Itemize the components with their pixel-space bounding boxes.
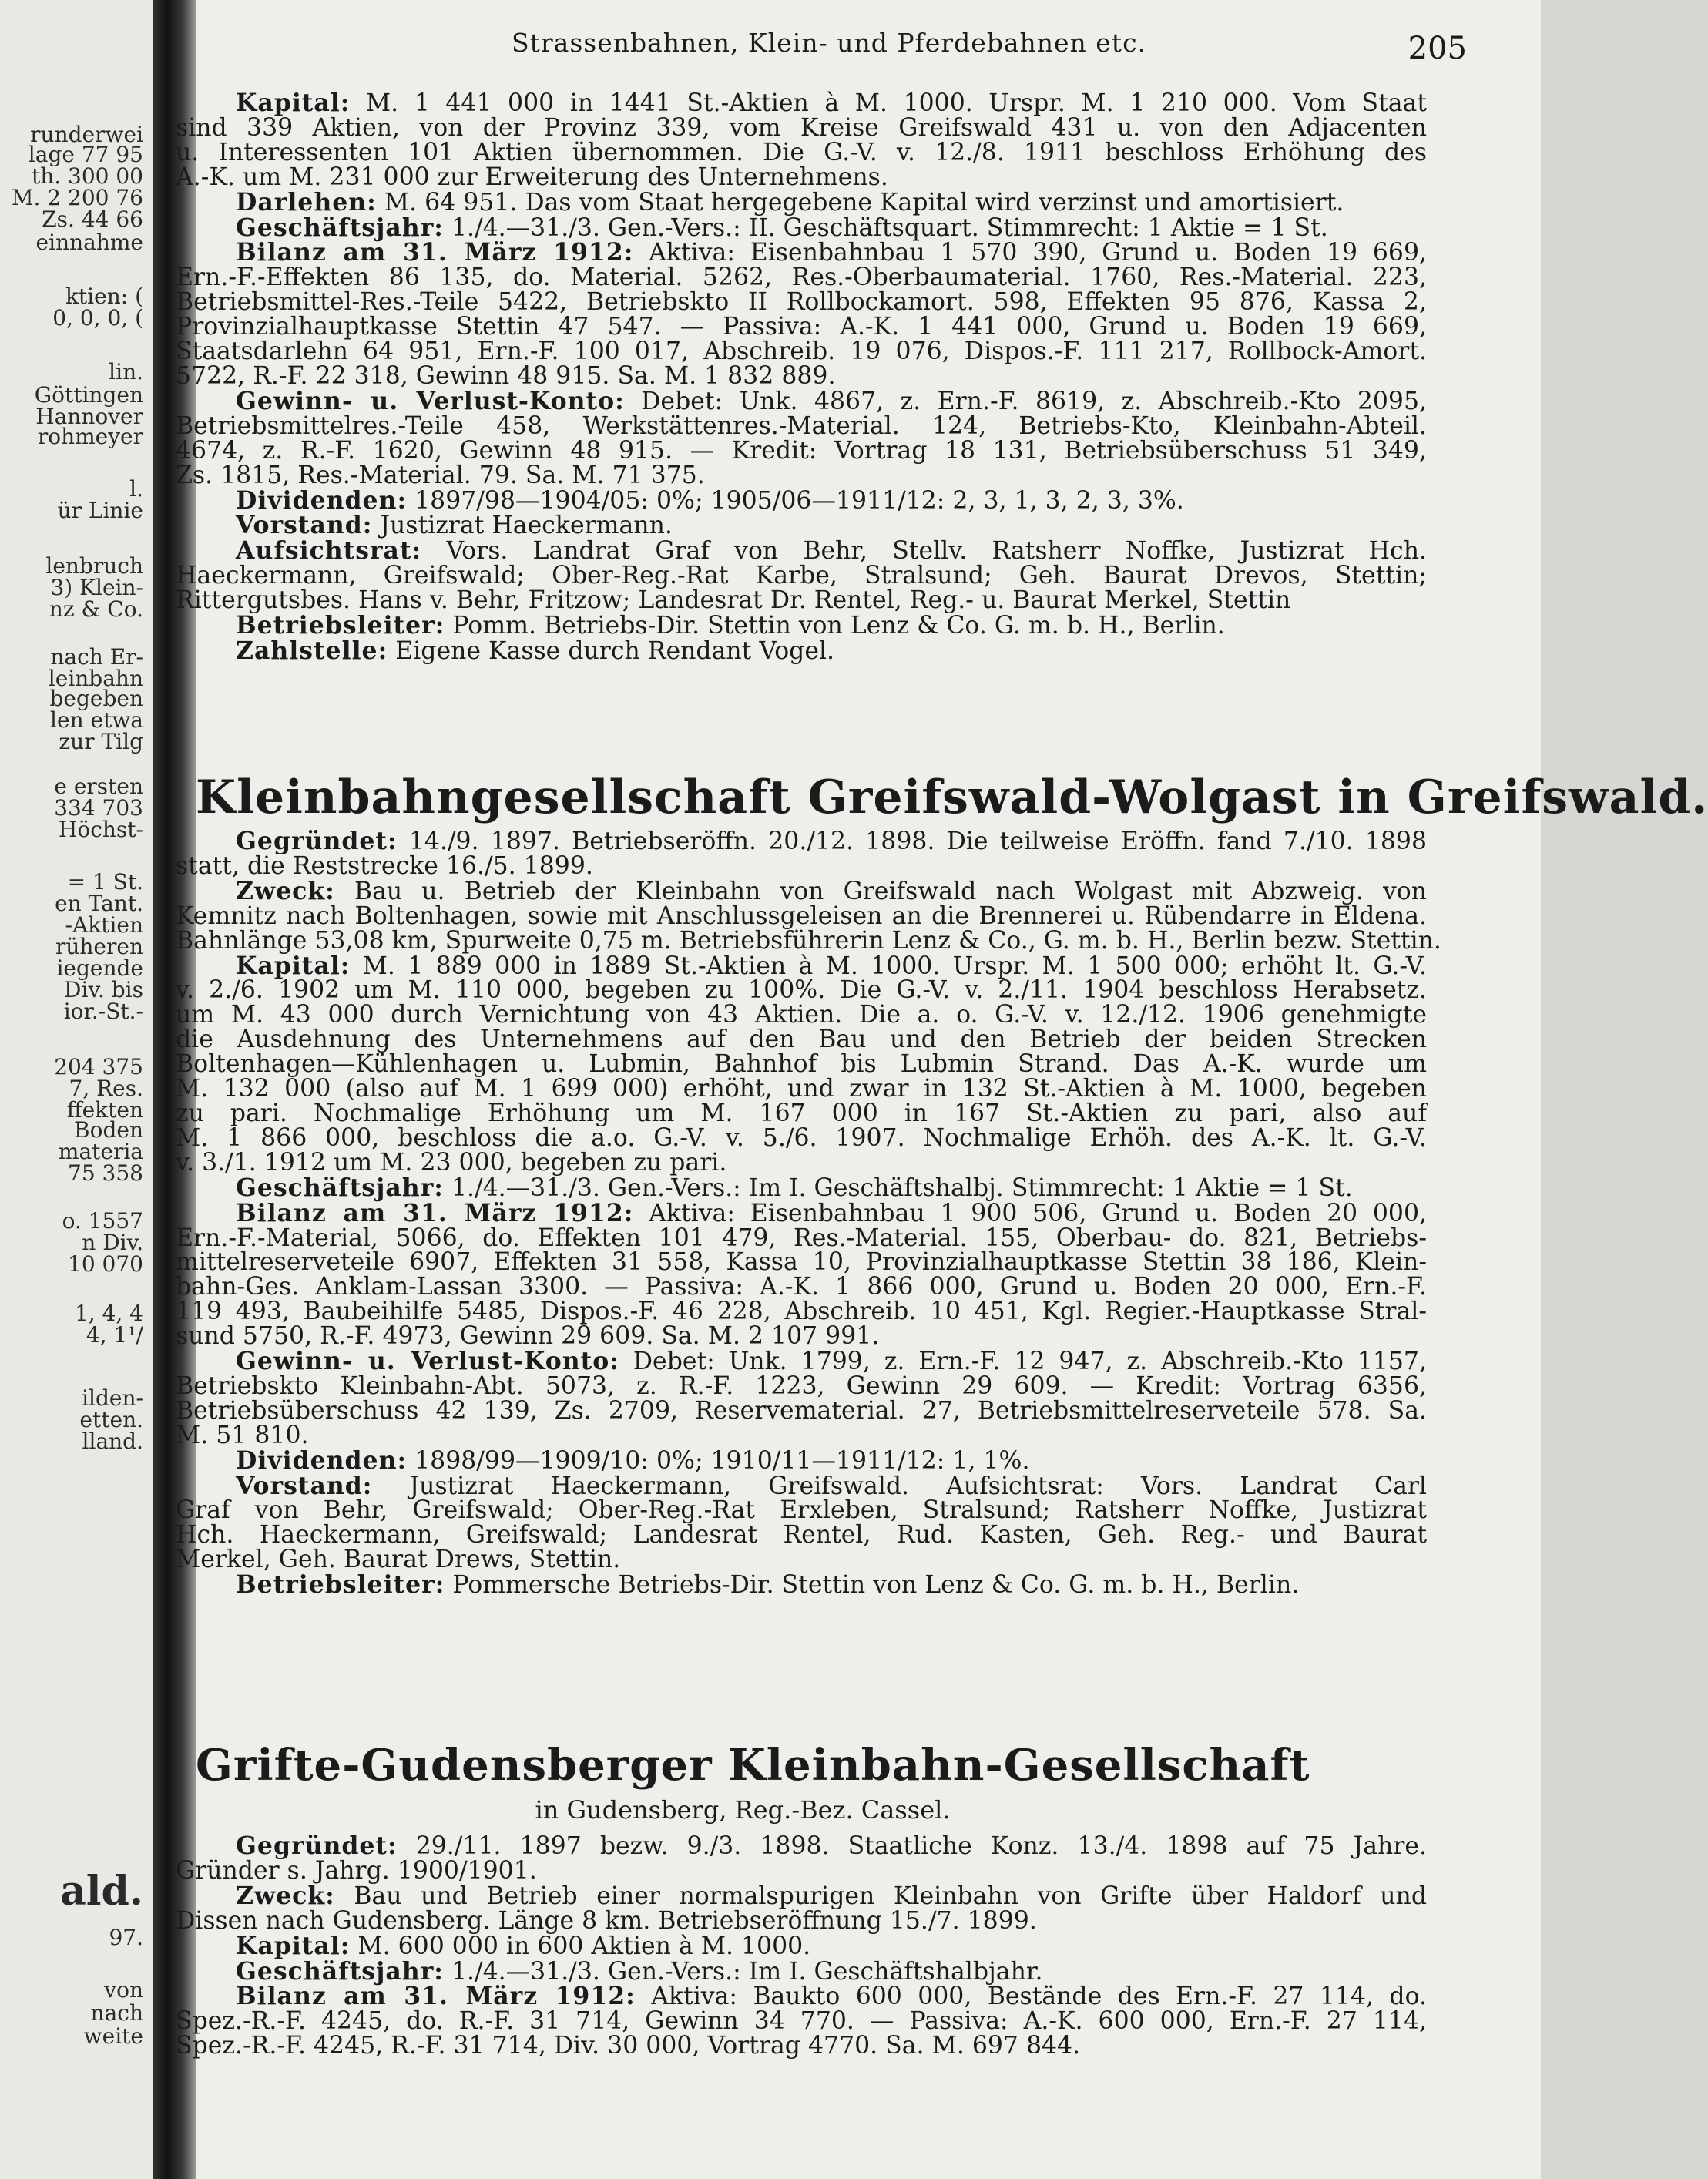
text-line	[176, 266, 1427, 290]
section-subtitle-grifte-gudensberger: in Gudensberg, Reg.-Bez. Cassel.	[535, 1795, 951, 1825]
field-text: Bau u. Betrieb der Kleinbahn von Greifswald nach Wolgast mit Abzweig. von	[334, 877, 1427, 905]
field-label: Vorstand:	[236, 511, 373, 540]
margin-fragment: Boden	[74, 1117, 143, 1143]
margin-fragment: 75 358	[68, 1160, 143, 1186]
text-line	[176, 1077, 1427, 1102]
text-line	[176, 829, 1427, 854]
text-line	[176, 2009, 1427, 2034]
field-text: 5722, R.-F. 22 318, Gewinn 48 915. Sa. M. 1 832 889.	[176, 361, 836, 390]
margin-fragment: 3) Klein-	[50, 575, 143, 600]
margin-fragment: lland.	[82, 1429, 143, 1454]
field-text: M. 64 951. Das vom Staat hergegebene Kapital wird verzinst und amortisiert.	[376, 188, 1344, 217]
margin-fragment: nach	[90, 2000, 143, 2026]
margin-fragment: len etwa	[50, 707, 143, 733]
text-line	[176, 901, 1427, 930]
text-line	[176, 1300, 1427, 1325]
margin-fragment: th. 300 00	[31, 163, 143, 189]
field-text: sund 5750, R.-F. 4973, Gewinn 29 609. Sa. M. 2 107 991.	[176, 1322, 880, 1351]
field-text: Ern.-F.-Effekten 86 135, do. Material. 5262, Res.-Oberbaumaterial. 1760, Res.-Material. 223,	[176, 264, 1427, 292]
margin-fragment: iegende	[56, 955, 143, 981]
margin-fragment: 204 375	[54, 1054, 143, 1079]
field-text: Pomm. Betriebs-Dir. Stettin von Lenz & Co. G. m. b. H., Berlin.	[445, 612, 1225, 640]
field-text: A.-K. um M. 231 000 zur Erweiterung des Unternehmens.	[176, 163, 888, 191]
margin-fragment: ktien: (	[65, 284, 143, 309]
text-line	[176, 1099, 1427, 1127]
margin-fragment: 334 703	[54, 795, 143, 821]
text-line	[176, 586, 1427, 615]
field-text: M. 1 441 000 in 1441 St.-Aktien à M. 1000. Urspr. M. 1 210 000. Vom Staat	[350, 89, 1427, 117]
text-line	[176, 1372, 1427, 1400]
text-line	[176, 1421, 1427, 1449]
text-line	[176, 1148, 1427, 1177]
text-line	[176, 1275, 1427, 1300]
field-text: 1898/99—1909/10: 0%; 1910/11—1911/12: 1, 1%.	[407, 1446, 1030, 1475]
margin-fragment: begeben	[49, 686, 143, 711]
field-label: Geschäftsjahr:	[236, 1173, 444, 1202]
field-text: Merkel, Geh. Baurat Drews, Stettin.	[176, 1546, 621, 1574]
field-text: Betriebsüberschuss 42 139, Zs. 2709, Reservematerial. 27, Betriebsmittelreserveteile 578. Sa.	[176, 1396, 1427, 1425]
text-line	[176, 411, 1427, 440]
margin-fragment: Hannover	[35, 404, 143, 429]
field-label: Geschäftsjahr:	[236, 213, 444, 242]
text-line	[176, 1548, 1427, 1573]
text-line	[176, 1349, 1427, 1375]
field-text: zu pari. Nochmalige Erhöhung um M. 167 000 in 167 St.-Aktien zu pari, also auf	[176, 1099, 1427, 1127]
margin-fragment: einnahme	[35, 230, 143, 255]
field-label: Dividenden:	[236, 1445, 408, 1475]
text-line	[176, 1984, 1427, 2009]
margin-fragment: 97.	[109, 1925, 143, 1950]
text-line	[176, 513, 1427, 539]
field-text: 1897/98—1904/05: 0%; 1905/06—1911/12: 2, 3, 1, 3, 2, 3, 3%.	[407, 486, 1184, 515]
margin-fragment: leinbahn	[48, 666, 143, 691]
text-line	[176, 1570, 1427, 1600]
field-text: 1./4.—31./3. Gen.-Vers.: Im I. Geschäftshalbjahr.	[443, 1957, 1043, 1986]
text-line	[176, 1198, 1427, 1227]
field-text: M. 1 889 000 in 1889 St.-Aktien à M. 1000. Urspr. M. 1 500 000; erhöht lt. G.-V.	[350, 952, 1427, 980]
text-line	[176, 1471, 1427, 1500]
margin-fragment: M. 2 200 76	[11, 185, 143, 210]
field-text: Betriebskto Kleinbahn-Abt. 5073, z. R.-F. 1223, Gewinn 29 609. — Kredit: Vortrag 6356,	[176, 1372, 1427, 1400]
field-text: Betriebsmittel-Res.-Teile 5422, Betriebskto II Rollbockamort. 598, Effekten 95 876, Kassa 2,	[176, 288, 1427, 317]
text-line	[176, 436, 1427, 465]
text-line	[176, 163, 1427, 191]
section-greifswald-wolgast-body	[176, 827, 1441, 1600]
section-title-grifte-gudensberger: Grifte-Gudensberger Kleinbahn-Gesellschaft	[196, 1740, 1310, 1791]
field-text: M. 132 000 (also auf M. 1 699 000) erhöht, und zwar in 132 St.-Aktien à M. 1000, begeben	[176, 1075, 1427, 1103]
field-text: Graf von Behr, Greifswald; Ober-Reg.-Rat Erxleben, Stralsund; Ratsherr Noffke, Justizrat	[176, 1496, 1427, 1525]
text-line	[176, 536, 1427, 566]
section-grifte-gudensberger-body	[176, 1834, 1427, 2059]
field-text: Haeckermann, Greifswald; Ober-Reg.-Rat Karbe, Stralsund; Geh. Baurat Drevos, Stettin;	[176, 562, 1427, 590]
field-text: Provinzialhauptkasse Stettin 47 547. — Passiva: A.-K. 1 441 000, Grund u. Boden 19 669,	[176, 313, 1427, 341]
field-label: Betriebsleiter:	[236, 611, 445, 640]
field-text: M. 600 000 in 600 Aktien à M. 1000.	[350, 1932, 811, 1960]
text-line	[176, 213, 1427, 242]
field-text: Pommersche Betriebs-Dir. Stettin von Lenz & Co. G. m. b. H., Berlin.	[445, 1571, 1300, 1600]
section-title-greifswald-wolgast: Kleinbahngesellschaft Greifswald-Wolgast in Greifswald.	[196, 771, 1708, 824]
field-text: Rittergutsbes. Hans v. Behr, Fritzow; Landesrat Dr. Rentel, Reg.- u. Baurat Merkel, Stettin	[176, 586, 1291, 615]
text-line	[176, 1050, 1427, 1079]
field-text: Dissen nach Gudensberg. Länge 8 km. Betriebseröffnung 15./7. 1899.	[176, 1906, 1037, 1935]
text-line	[176, 1523, 1427, 1548]
field-text: Zs. 1815, Res.-Material. 79. Sa. M. 71 375.	[176, 461, 705, 489]
margin-fragment: 0, 0, 0, (	[52, 305, 143, 331]
text-line	[176, 851, 1427, 880]
field-text: Aktiva: Eisenbahnbau 1 900 506, Grund u. Boden 20 000,	[633, 1199, 1427, 1227]
text-line	[176, 485, 1427, 515]
text-line	[176, 951, 1427, 980]
text-line	[176, 386, 1428, 415]
field-text: mittelreserveteile 6907, Effekten 31 558, Kassa 10, Provinzialhauptkasse Stettin 38 186, Klein-	[176, 1248, 1427, 1277]
margin-fragment: runderwei	[30, 122, 143, 147]
field-text: Justizrat Haeckermann.	[372, 512, 673, 540]
field-text: Aktiva: Eisenbahnbau 1 570 390, Grund u. Boden 19 669,	[633, 239, 1427, 267]
margin-fragment: Zs. 44 66	[42, 206, 143, 232]
margin-fragment: von	[104, 1977, 143, 2003]
field-text: Hch. Haeckermann, Greifswald; Landesrat Rentel, Rud. Kasten, Geh. Reg.- und Baurat	[176, 1521, 1427, 1549]
adjacent-page-strip	[0, 0, 154, 2179]
text-line	[176, 1931, 1427, 1960]
field-text: v. 2./6. 1902 um M. 110 000, begeben zu 100%. Die G.-V. v. 2./11. 1904 beschloss Herabsetz.	[176, 976, 1427, 1005]
text-line	[176, 564, 1427, 589]
text-line	[176, 1224, 1427, 1252]
margin-fragment: n Div.	[82, 1230, 143, 1255]
field-text: Vors. Landrat Graf von Behr, Stellv. Ratsherr Noffke, Justizrat Hch.	[421, 537, 1427, 566]
field-text: 1./4.—31./3. Gen.-Vers.: Im I. Geschäftshalbj. Stimmrecht: 1 Aktie = 1 St.	[443, 1173, 1353, 1202]
field-text: Kemnitz nach Boltenhagen, sowie mit Anschlussgeleisen an die Brennerei u. Rübendarre in Eldena.	[176, 901, 1427, 930]
margin-fragment: lage 77 95	[28, 142, 143, 167]
margin-fragment: lenbruch	[45, 553, 143, 579]
field-text: 119 493, Baubeihilfe 5485, Dispos.-F. 46 228, Abschreib. 10 451, Kgl. Regier.-Hauptkasse Stral-	[176, 1298, 1427, 1326]
text-line	[176, 337, 1427, 366]
text-line	[176, 113, 1427, 142]
text-line	[176, 2034, 1427, 2059]
text-line	[176, 1881, 1427, 1910]
field-text: bahn-Ges. Anklam-Lassan 3300. — Passiva: A.-K. 1 866 000, Grund u. Boden 20 000, Ern.-F.	[176, 1273, 1427, 1301]
field-label: Gegründet:	[236, 1832, 398, 1860]
field-text: v. 3./1. 1912 um M. 23 000, begeben zu pari.	[176, 1148, 727, 1177]
text-line	[176, 1396, 1427, 1425]
margin-fragment: nz & Co.	[49, 596, 143, 622]
margin-fragment: en Tant.	[55, 891, 143, 916]
field-label: Bilanz am 31. März 1912:	[236, 1198, 634, 1227]
field-text: Bau und Betrieb einer normalspurigen Kleinbahn von Grifte über Haldorf und	[334, 1882, 1427, 1910]
field-label: Gegründet:	[236, 827, 398, 855]
field-text: 4674, z. R.-F. 1620, Gewinn 48 915. — Kredit: Vortrag 18 131, Betriebsüberschuss 51 349,	[176, 436, 1427, 465]
text-line	[176, 1173, 1427, 1202]
field-label: Kapital:	[236, 89, 351, 117]
margin-fragment: ior.-St.-	[63, 999, 143, 1024]
margin-fragment: ald.	[60, 1868, 143, 1915]
margin-fragment: ür Linie	[57, 498, 143, 523]
field-label: Darlehen:	[236, 187, 377, 217]
field-label: Dividenden:	[236, 485, 408, 515]
field-text: 1./4.—31./3. Gen.-Vers.: II. Geschäftsquart. Stimmrecht: 1 Aktie = 1 St.	[443, 213, 1328, 242]
margin-fragment: ilden-	[82, 1385, 143, 1411]
text-line	[176, 1248, 1427, 1277]
field-text: statt, die Reststrecke 16./5. 1899.	[176, 851, 593, 880]
field-text: Eigene Kasse durch Rendant Vogel.	[388, 636, 835, 665]
field-text: u. Interessenten 101 Aktien übernommen. Die G.-V. v. 12./8. 1911 beschloss Erhöhung des	[176, 138, 1427, 166]
field-label: Kapital:	[236, 1931, 351, 1960]
text-line	[176, 1322, 1427, 1351]
field-text: Bahnlänge 53,08 km, Spurweite 0,75 m. Betriebsführerin Lenz & Co., G. m. b. H., Berlin bezw. Stettin.	[176, 926, 1441, 955]
field-label: Betriebsleiter:	[236, 1570, 445, 1600]
text-line	[176, 1123, 1427, 1152]
margin-fragment: 1, 4, 4	[74, 1301, 143, 1326]
text-line	[176, 1445, 1427, 1475]
field-text: Boltenhagen—Kühlenhagen u. Lubmin, Bahnhof bis Lubmin Strand. Das A.-K. wurde um	[176, 1050, 1427, 1079]
field-label: Bilanz am 31. März 1912:	[236, 238, 634, 267]
field-label: Aufsichtsrat:	[236, 536, 422, 566]
text-line	[176, 926, 1441, 955]
margin-fragment: Göttingen	[34, 382, 143, 408]
field-text: die Ausdehnung des Unternehmens auf den Bau und den Betrieb der beiden Strecken	[176, 1026, 1427, 1054]
margin-fragment: weite	[83, 2023, 143, 2049]
margin-fragment: = 1 St.	[67, 869, 143, 895]
text-line	[176, 1028, 1427, 1053]
text-line	[176, 1834, 1427, 1859]
margin-fragment: ffekten	[66, 1097, 143, 1123]
margin-fragment: 7, Res.	[69, 1076, 143, 1101]
field-text: Spez.-R.-F. 4245, R.-F. 31 714, Div. 30 000, Vortrag 4770. Sa. M. 697 844.	[176, 2032, 1081, 2060]
field-text: 14./9. 1897. Betriebseröffn. 20./12. 1898. Die teilweise Eröffn. fand 7./10. 1898	[397, 828, 1427, 855]
field-text: Staatsdarlehn 64 951, Ern.-F. 100 017, Abschreib. 19 076, Dispos.-F. 111 217, Rollbock-Amort.	[176, 337, 1427, 366]
margin-fragment: l.	[129, 476, 143, 502]
field-label: Gewinn- u. Verlust-Konto:	[236, 386, 625, 415]
text-line	[176, 91, 1427, 116]
field-label: Zweck:	[236, 876, 335, 905]
margin-fragment: etten.	[79, 1407, 143, 1432]
field-text: Justizrat Haeckermann, Greifswald. Aufsichtsrat: Vors. Landrat Carl	[372, 1472, 1427, 1500]
field-label: Zahlstelle:	[236, 636, 388, 665]
field-text: sind 339 Aktien, von der Provinz 339, vom Kreise Greifswald 431 u. von den Adjacenten	[176, 113, 1427, 142]
field-label: Kapital:	[236, 951, 351, 980]
margin-fragment: e ersten	[54, 774, 143, 799]
margin-fragment: Div. bis	[64, 977, 143, 1002]
text-line	[176, 1906, 1427, 1935]
margin-fragment: zur Tilg	[59, 729, 143, 754]
margin-fragment: rohmeyer	[37, 424, 143, 449]
margin-fragment: Höchst-	[58, 817, 143, 842]
margin-fragment: materia	[58, 1139, 143, 1164]
field-text: Spez.-R.-F. 4245, do. R.-F. 31 714, Gewinn 34 770. — Passiva: A.-K. 600 000, Ern.-F. 27 114,	[176, 2007, 1427, 2036]
page-number: 205	[1408, 31, 1467, 66]
margin-fragment: o. 1557	[62, 1208, 143, 1234]
margin-fragment: nach Er-	[50, 644, 143, 670]
field-text: Betriebsmittelres.-Teile 458, Werkstättenres.-Material. 124, Betriebs-Kto, Kleinbahn-Abteil.	[176, 411, 1427, 440]
text-line	[176, 613, 1427, 639]
text-line	[176, 1956, 1427, 1986]
field-label: Geschäftsjahr:	[236, 1956, 444, 1986]
text-line	[176, 361, 1427, 390]
field-text: um M. 43 000 durch Vernichtung von 43 Aktien. Die a. o. G.-V. v. 12./12. 1906 genehmigte	[176, 1001, 1427, 1029]
field-text: M. 51 810.	[176, 1421, 309, 1449]
field-label: Zweck:	[236, 1881, 335, 1910]
running-title: Strassenbahnen, Klein- und Pferdebahnen etc.	[512, 28, 1147, 58]
field-text: 29./11. 1897 bezw. 9./3. 1898. Staatliche Konz. 13./4. 1898 auf 75 Jahre.	[397, 1832, 1427, 1860]
text-line	[176, 1003, 1427, 1028]
field-label: Vorstand:	[236, 1471, 373, 1500]
field-text: M. 1 866 000, beschloss die a.o. G.-V. v. 5./6. 1907. Nochmalige Erhöh. des A.-K. lt. G.-V.	[176, 1123, 1427, 1152]
margin-fragment: 10 070	[68, 1251, 143, 1277]
text-line	[176, 636, 1427, 665]
text-line	[176, 1496, 1427, 1525]
margin-fragment: lin.	[109, 359, 143, 384]
field-text: Gründer s. Jahrg. 1900/1901.	[176, 1856, 537, 1885]
field-label: Bilanz am 31. März 1912:	[236, 1982, 636, 2011]
text-line	[176, 876, 1427, 905]
field-text: Debet: Unk. 1799, z. Ern.-F. 12 947, z. Abschreib.-Kto 1157,	[619, 1348, 1427, 1376]
text-line	[176, 315, 1427, 340]
margin-fragment: rüheren	[55, 934, 143, 959]
field-text: Debet: Unk. 4867, z. Ern.-F. 8619, z. Abschreib.-Kto 2095,	[624, 387, 1428, 415]
margin-fragment: 4, 1¹/	[86, 1322, 143, 1348]
field-label: Gewinn- u. Verlust-Konto:	[236, 1347, 619, 1376]
text-line	[176, 187, 1427, 217]
text-line	[176, 461, 1427, 489]
text-line	[176, 240, 1427, 266]
field-text: Aktiva: Baukto 600 000, Bestände des Ern.-F. 27 114, do.	[635, 1983, 1427, 2011]
text-line	[176, 1856, 1427, 1885]
text-line	[176, 138, 1427, 166]
text-line	[176, 976, 1427, 1005]
section-greifswald-company-details	[176, 91, 1427, 664]
margin-fragment: -Aktien	[65, 912, 143, 938]
field-text: Ern.-F.-Material, 5066, do. Effekten 101 479, Res.-Material. 155, Oberbau- do. 821, Betriebs-	[176, 1224, 1427, 1252]
text-line	[176, 290, 1427, 315]
